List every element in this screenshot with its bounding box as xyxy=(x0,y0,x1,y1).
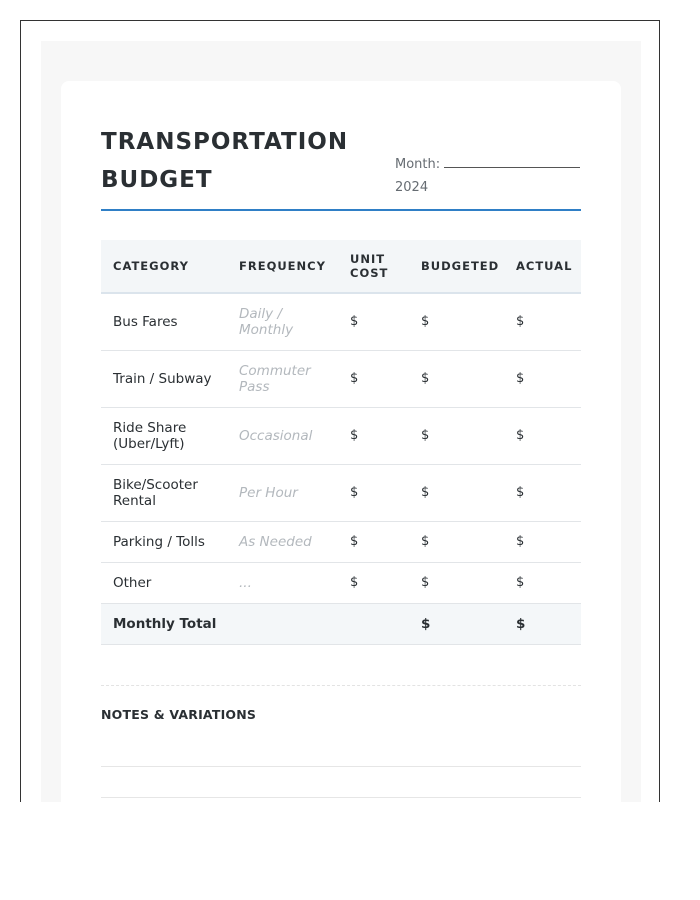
actual-cell[interactable]: $ xyxy=(504,408,581,465)
table-row xyxy=(101,465,581,522)
category-cell: Bus Fares xyxy=(101,293,227,351)
table-row xyxy=(101,351,581,408)
notes-title: NOTES & VARIATIONS xyxy=(101,707,257,722)
category-cell: Ride Share (Uber/Lyft) xyxy=(101,408,227,465)
total-row xyxy=(101,604,581,645)
frequency-cell: Per Hour xyxy=(227,465,338,522)
actual-cell[interactable]: $ xyxy=(504,465,581,522)
table-row xyxy=(101,563,581,604)
budgeted-cell[interactable]: $ xyxy=(409,408,504,465)
category-cell: Parking / Tolls xyxy=(101,522,227,563)
page-frame xyxy=(20,20,660,802)
unit-cost-cell[interactable]: $ xyxy=(338,351,409,408)
header-category: CATEGORY xyxy=(101,240,227,293)
section-divider xyxy=(101,685,581,686)
month-input-line[interactable] xyxy=(444,153,580,168)
header-frequency: FREQUENCY xyxy=(227,240,338,293)
table-row xyxy=(101,408,581,465)
note-line[interactable] xyxy=(101,766,581,767)
budget-card xyxy=(61,81,621,802)
actual-cell[interactable]: $ xyxy=(504,522,581,563)
note-line[interactable] xyxy=(101,797,581,798)
month-label: Month: xyxy=(395,157,441,172)
document-header xyxy=(101,121,581,211)
header-budgeted: BUDGETED xyxy=(409,240,504,293)
table-row xyxy=(101,293,581,351)
month-field xyxy=(395,153,585,199)
total-actual-cell[interactable]: $ xyxy=(504,604,581,645)
year-label: 2024 xyxy=(395,180,429,195)
budgeted-cell[interactable]: $ xyxy=(409,522,504,563)
page-background xyxy=(41,41,641,802)
category-cell: Other xyxy=(101,563,227,604)
actual-cell[interactable]: $ xyxy=(504,563,581,604)
document-title: TRANSPORTATION BUDGET xyxy=(101,129,349,193)
budgeted-cell[interactable]: $ xyxy=(409,465,504,522)
header-actual: ACTUAL xyxy=(504,240,581,293)
frequency-cell: As Needed xyxy=(227,522,338,563)
unit-cost-cell[interactable]: $ xyxy=(338,408,409,465)
category-cell: Train / Subway xyxy=(101,351,227,408)
total-label: Monthly Total xyxy=(101,604,409,645)
frequency-cell: Commuter Pass xyxy=(227,351,338,408)
budgeted-cell[interactable]: $ xyxy=(409,563,504,604)
budgeted-cell[interactable]: $ xyxy=(409,351,504,408)
budgeted-cell[interactable]: $ xyxy=(409,293,504,351)
category-cell: Bike/Scooter Rental xyxy=(101,465,227,522)
unit-cost-cell[interactable]: $ xyxy=(338,563,409,604)
frequency-cell: Daily / Monthly xyxy=(227,293,338,351)
unit-cost-cell[interactable]: $ xyxy=(338,465,409,522)
table-row xyxy=(101,522,581,563)
total-budgeted-cell[interactable]: $ xyxy=(409,604,504,645)
header-unit-cost: UNIT COST xyxy=(338,240,409,293)
budget-table xyxy=(101,240,581,645)
unit-cost-cell[interactable]: $ xyxy=(338,522,409,563)
frequency-cell: Occasional xyxy=(227,408,338,465)
actual-cell[interactable]: $ xyxy=(504,351,581,408)
frequency-cell: ... xyxy=(227,563,338,604)
actual-cell[interactable]: $ xyxy=(504,293,581,351)
unit-cost-cell[interactable]: $ xyxy=(338,293,409,351)
table-header-row xyxy=(101,240,581,293)
